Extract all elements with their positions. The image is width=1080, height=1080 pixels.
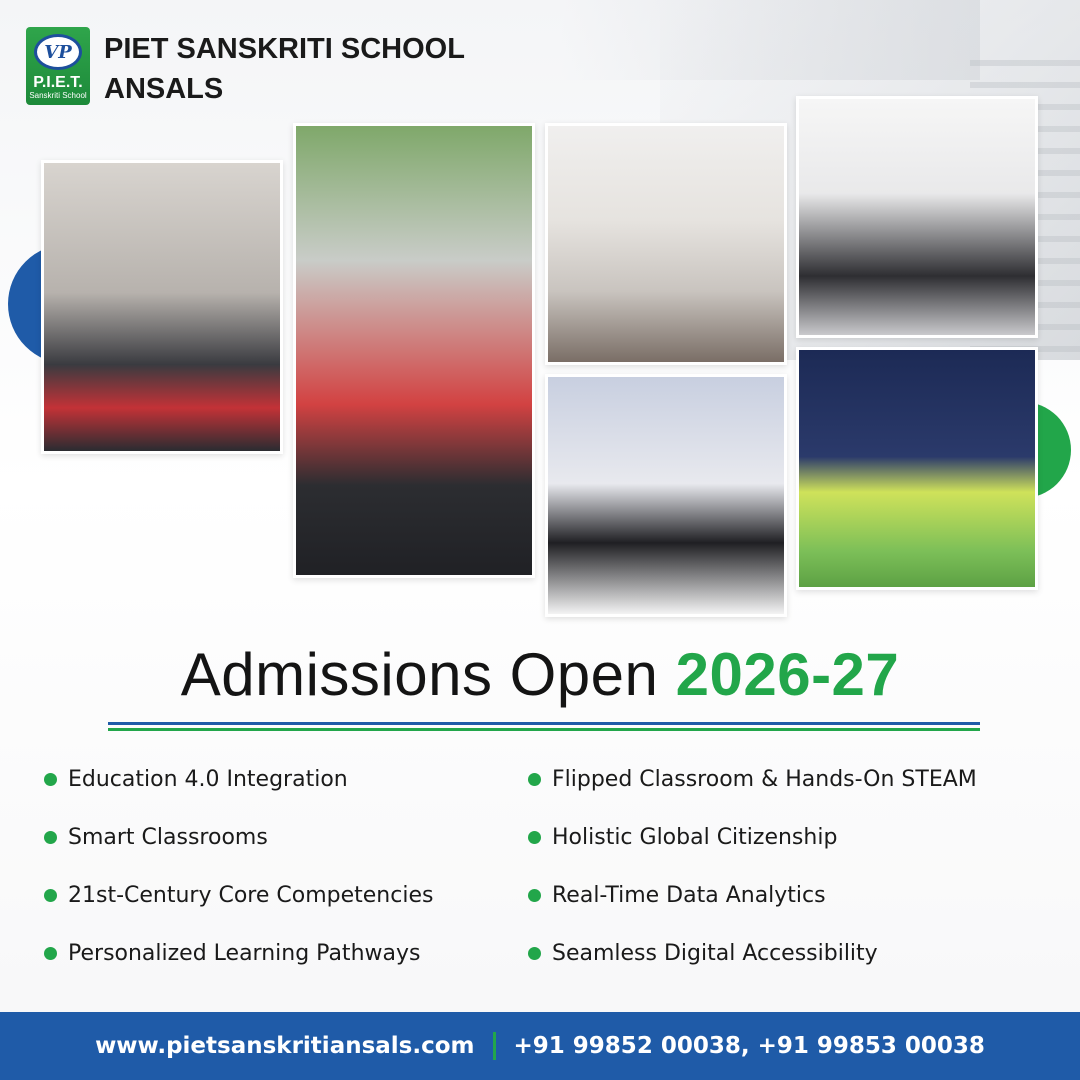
bullet-dot-icon — [528, 773, 541, 786]
website-link[interactable]: www.pietsanskritiansals.com — [95, 1033, 475, 1059]
logo-mark: VP — [34, 34, 82, 70]
bullet-dot-icon — [44, 831, 57, 844]
feature-item: 21st-Century Core Competencies — [44, 878, 528, 912]
headline-underline-green — [108, 728, 980, 731]
footer-contact-bar — [0, 1012, 1080, 1080]
phone-numbers[interactable]: +91 99852 00038, +91 99853 00038 — [513, 1033, 985, 1059]
footer-divider — [493, 1032, 496, 1060]
school-name-line2: ANSALS — [104, 73, 224, 105]
feature-item: Smart Classrooms — [44, 820, 528, 854]
logo-text: P.I.E.T. — [33, 74, 83, 91]
feature-item: Holistic Global Citizenship — [528, 820, 1064, 854]
bullet-dot-icon — [44, 947, 57, 960]
bullet-dot-icon — [528, 889, 541, 902]
photo-student-playing-chess — [545, 374, 787, 617]
bullet-dot-icon — [44, 773, 57, 786]
bullet-dot-icon — [528, 947, 541, 960]
admissions-headline — [0, 640, 1080, 709]
headline-text: Admissions Open — [180, 641, 659, 708]
headline-year: 2026-27 — [675, 641, 900, 708]
headline-underline-blue — [108, 722, 980, 725]
feature-item: Seamless Digital Accessibility — [528, 936, 1064, 970]
feature-item: Flipped Classroom & Hands-On STEAM — [528, 762, 1064, 796]
photo-science-lab — [545, 123, 787, 365]
school-name — [104, 29, 465, 109]
logo-subtext: Sanskriti School — [29, 91, 87, 100]
photo-robotics-students — [796, 96, 1038, 338]
school-logo — [26, 27, 90, 105]
photo-student-with-headphones — [293, 123, 535, 578]
bullet-dot-icon — [44, 889, 57, 902]
header — [26, 27, 465, 109]
feature-item: Real-Time Data Analytics — [528, 878, 1064, 912]
bullet-dot-icon — [528, 831, 541, 844]
feature-list — [44, 762, 1064, 970]
photo-computer-lab-students — [41, 160, 283, 454]
school-name-line1: PIET SANSKRITI SCHOOL — [104, 33, 465, 65]
feature-item: Personalized Learning Pathways — [44, 936, 528, 970]
feature-item: Education 4.0 Integration — [44, 762, 528, 796]
photo-child-go-green-plantshop — [796, 347, 1038, 590]
